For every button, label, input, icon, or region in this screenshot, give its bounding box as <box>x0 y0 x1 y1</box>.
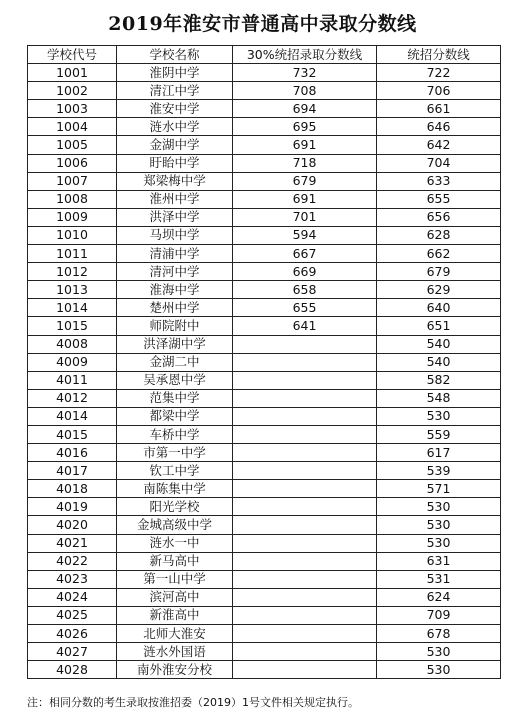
score-30pct-cell <box>233 353 377 371</box>
score-30pct-cell: 679 <box>233 172 377 190</box>
school-name-cell: 郑梁梅中学 <box>117 172 233 190</box>
score-unified-cell: 631 <box>377 552 501 570</box>
school-name-cell: 滨河高中 <box>117 588 233 606</box>
table-row <box>28 190 501 208</box>
school-code-cell: 4009 <box>28 353 117 371</box>
score-30pct-cell <box>233 407 377 425</box>
school-code-cell: 1011 <box>28 245 117 263</box>
score-30pct-cell: 655 <box>233 299 377 317</box>
table-row <box>28 552 501 570</box>
school-name-cell: 阳光学校 <box>117 498 233 516</box>
table-row <box>28 480 501 498</box>
table-row <box>28 625 501 643</box>
page-title: 2019年淮安市普通高中录取分数线 <box>108 13 417 35</box>
score-unified-cell: 629 <box>377 281 501 299</box>
school-code-cell: 4016 <box>28 444 117 462</box>
school-code-cell: 1010 <box>28 226 117 244</box>
school-code-cell: 4008 <box>28 335 117 353</box>
score-unified-cell: 530 <box>377 661 501 679</box>
score-30pct-cell <box>233 335 377 353</box>
table-header-row <box>28 46 501 64</box>
score-30pct-cell: 594 <box>233 226 377 244</box>
school-code-cell: 4020 <box>28 516 117 534</box>
school-code-cell: 4012 <box>28 389 117 407</box>
score-table <box>27 45 501 679</box>
school-name-cell: 淮阴中学 <box>117 64 233 82</box>
score-unified-cell: 617 <box>377 444 501 462</box>
score-30pct-cell: 695 <box>233 118 377 136</box>
score-30pct-cell <box>233 389 377 407</box>
score-30pct-cell: 732 <box>233 64 377 82</box>
school-name-cell: 新淮高中 <box>117 606 233 624</box>
table-row <box>28 317 501 335</box>
score-30pct-cell: 667 <box>233 245 377 263</box>
score-30pct-cell <box>233 371 377 389</box>
school-name-cell: 马坝中学 <box>117 226 233 244</box>
school-name-cell: 涟水外国语 <box>117 643 233 661</box>
school-code-cell: 4018 <box>28 480 117 498</box>
table-row <box>28 661 501 679</box>
school-name-cell: 金湖二中 <box>117 353 233 371</box>
score-unified-cell: 628 <box>377 226 501 244</box>
footnote: 注：相同分数的考生录取按淮招委（2019）1号文件相关规定执行。 <box>27 696 359 709</box>
school-code-cell: 1001 <box>28 64 117 82</box>
school-name-cell: 新马高中 <box>117 552 233 570</box>
score-unified-cell: 656 <box>377 208 501 226</box>
score-unified-cell: 530 <box>377 498 501 516</box>
score-unified-cell: 642 <box>377 136 501 154</box>
score-unified-cell: 540 <box>377 335 501 353</box>
school-name-cell: 淮海中学 <box>117 281 233 299</box>
score-30pct-cell <box>233 588 377 606</box>
school-name-cell: 师院附中 <box>117 317 233 335</box>
score-unified-cell: 661 <box>377 100 501 118</box>
school-code-cell: 1005 <box>28 136 117 154</box>
school-code-cell: 4027 <box>28 643 117 661</box>
table-row <box>28 263 501 281</box>
school-code-cell: 4023 <box>28 570 117 588</box>
school-name-cell: 北师大淮安 <box>117 625 233 643</box>
school-name-cell: 第一山中学 <box>117 570 233 588</box>
school-name-cell: 清江中学 <box>117 82 233 100</box>
score-unified-cell: 530 <box>377 516 501 534</box>
score-unified-cell: 678 <box>377 625 501 643</box>
score-30pct-cell: 694 <box>233 100 377 118</box>
table-row <box>28 335 501 353</box>
school-code-cell: 4014 <box>28 407 117 425</box>
score-30pct-cell: 701 <box>233 208 377 226</box>
score-30pct-cell <box>233 516 377 534</box>
school-name-cell: 淮州中学 <box>117 190 233 208</box>
score-unified-cell: 530 <box>377 534 501 552</box>
score-unified-cell: 704 <box>377 154 501 172</box>
score-30pct-cell <box>233 480 377 498</box>
score-30pct-cell: 658 <box>233 281 377 299</box>
table-row <box>28 136 501 154</box>
score-30pct-cell <box>233 444 377 462</box>
score-30pct-cell <box>233 625 377 643</box>
school-code-cell: 1002 <box>28 82 117 100</box>
school-code-cell: 4021 <box>28 534 117 552</box>
table-row <box>28 570 501 588</box>
score-unified-cell: 633 <box>377 172 501 190</box>
school-name-cell: 范集中学 <box>117 389 233 407</box>
table-body <box>28 64 501 679</box>
school-name-cell: 涟水一中 <box>117 534 233 552</box>
school-name-cell: 清浦中学 <box>117 245 233 263</box>
score-30pct-cell <box>233 552 377 570</box>
score-30pct-cell: 641 <box>233 317 377 335</box>
header-unified-score: 统招分数线 <box>377 46 501 64</box>
header-school-name: 学校名称 <box>117 46 233 64</box>
score-unified-cell: 722 <box>377 64 501 82</box>
table-row <box>28 172 501 190</box>
score-unified-cell: 530 <box>377 643 501 661</box>
school-code-cell: 1014 <box>28 299 117 317</box>
school-name-cell: 钦工中学 <box>117 462 233 480</box>
table-row <box>28 154 501 172</box>
table-row <box>28 118 501 136</box>
school-code-cell: 1013 <box>28 281 117 299</box>
school-code-cell: 4025 <box>28 606 117 624</box>
school-name-cell: 清河中学 <box>117 263 233 281</box>
school-code-cell: 1004 <box>28 118 117 136</box>
table-row <box>28 245 501 263</box>
school-code-cell: 4026 <box>28 625 117 643</box>
table-row <box>28 462 501 480</box>
school-code-cell: 1006 <box>28 154 117 172</box>
table-row <box>28 64 501 82</box>
school-code-cell: 4017 <box>28 462 117 480</box>
score-30pct-cell: 691 <box>233 136 377 154</box>
score-30pct-cell <box>233 661 377 679</box>
table-row <box>28 82 501 100</box>
score-unified-cell: 655 <box>377 190 501 208</box>
table-row <box>28 407 501 425</box>
table-row <box>28 643 501 661</box>
score-30pct-cell <box>233 498 377 516</box>
school-name-cell: 金湖中学 <box>117 136 233 154</box>
score-unified-cell: 624 <box>377 588 501 606</box>
table-row <box>28 371 501 389</box>
score-unified-cell: 540 <box>377 353 501 371</box>
table-row <box>28 100 501 118</box>
score-unified-cell: 706 <box>377 82 501 100</box>
school-code-cell: 4028 <box>28 661 117 679</box>
score-30pct-cell <box>233 570 377 588</box>
table-row <box>28 516 501 534</box>
score-30pct-cell <box>233 534 377 552</box>
school-name-cell: 市第一中学 <box>117 444 233 462</box>
school-code-cell: 4024 <box>28 588 117 606</box>
table-row <box>28 588 501 606</box>
score-unified-cell: 709 <box>377 606 501 624</box>
score-unified-cell: 582 <box>377 371 501 389</box>
school-name-cell: 楚州中学 <box>117 299 233 317</box>
score-30pct-cell: 691 <box>233 190 377 208</box>
score-unified-cell: 651 <box>377 317 501 335</box>
header-30pct-score: 30%统招录取分数线 <box>233 46 377 64</box>
table-row <box>28 299 501 317</box>
score-unified-cell: 530 <box>377 407 501 425</box>
school-code-cell: 1009 <box>28 208 117 226</box>
header-school-code: 学校代号 <box>28 46 117 64</box>
score-unified-cell: 559 <box>377 425 501 443</box>
table-row <box>28 389 501 407</box>
score-unified-cell: 571 <box>377 480 501 498</box>
score-30pct-cell <box>233 643 377 661</box>
score-30pct-cell: 718 <box>233 154 377 172</box>
school-name-cell: 车桥中学 <box>117 425 233 443</box>
school-code-cell: 4019 <box>28 498 117 516</box>
school-code-cell: 4011 <box>28 371 117 389</box>
school-name-cell: 吴承恩中学 <box>117 371 233 389</box>
school-code-cell: 4015 <box>28 425 117 443</box>
score-unified-cell: 531 <box>377 570 501 588</box>
school-name-cell: 淮安中学 <box>117 100 233 118</box>
school-code-cell: 1015 <box>28 317 117 335</box>
table-row <box>28 444 501 462</box>
table-row <box>28 498 501 516</box>
school-code-cell: 1003 <box>28 100 117 118</box>
score-unified-cell: 679 <box>377 263 501 281</box>
school-code-cell: 4022 <box>28 552 117 570</box>
score-30pct-cell: 669 <box>233 263 377 281</box>
score-unified-cell: 640 <box>377 299 501 317</box>
school-name-cell: 都梁中学 <box>117 407 233 425</box>
school-name-cell: 洪泽湖中学 <box>117 335 233 353</box>
score-unified-cell: 646 <box>377 118 501 136</box>
table-row <box>28 226 501 244</box>
table-row <box>28 534 501 552</box>
school-code-cell: 1007 <box>28 172 117 190</box>
table-row <box>28 281 501 299</box>
score-unified-cell: 539 <box>377 462 501 480</box>
score-30pct-cell <box>233 606 377 624</box>
school-name-cell: 南外淮安分校 <box>117 661 233 679</box>
school-name-cell: 盱眙中学 <box>117 154 233 172</box>
school-code-cell: 1008 <box>28 190 117 208</box>
school-name-cell: 金城高级中学 <box>117 516 233 534</box>
score-30pct-cell <box>233 462 377 480</box>
score-unified-cell: 548 <box>377 389 501 407</box>
table-row <box>28 353 501 371</box>
score-unified-cell: 662 <box>377 245 501 263</box>
school-name-cell: 洪泽中学 <box>117 208 233 226</box>
score-30pct-cell <box>233 425 377 443</box>
table-row <box>28 208 501 226</box>
table-row <box>28 606 501 624</box>
score-30pct-cell: 708 <box>233 82 377 100</box>
school-name-cell: 涟水中学 <box>117 118 233 136</box>
school-code-cell: 1012 <box>28 263 117 281</box>
table-row <box>28 425 501 443</box>
school-name-cell: 南陈集中学 <box>117 480 233 498</box>
